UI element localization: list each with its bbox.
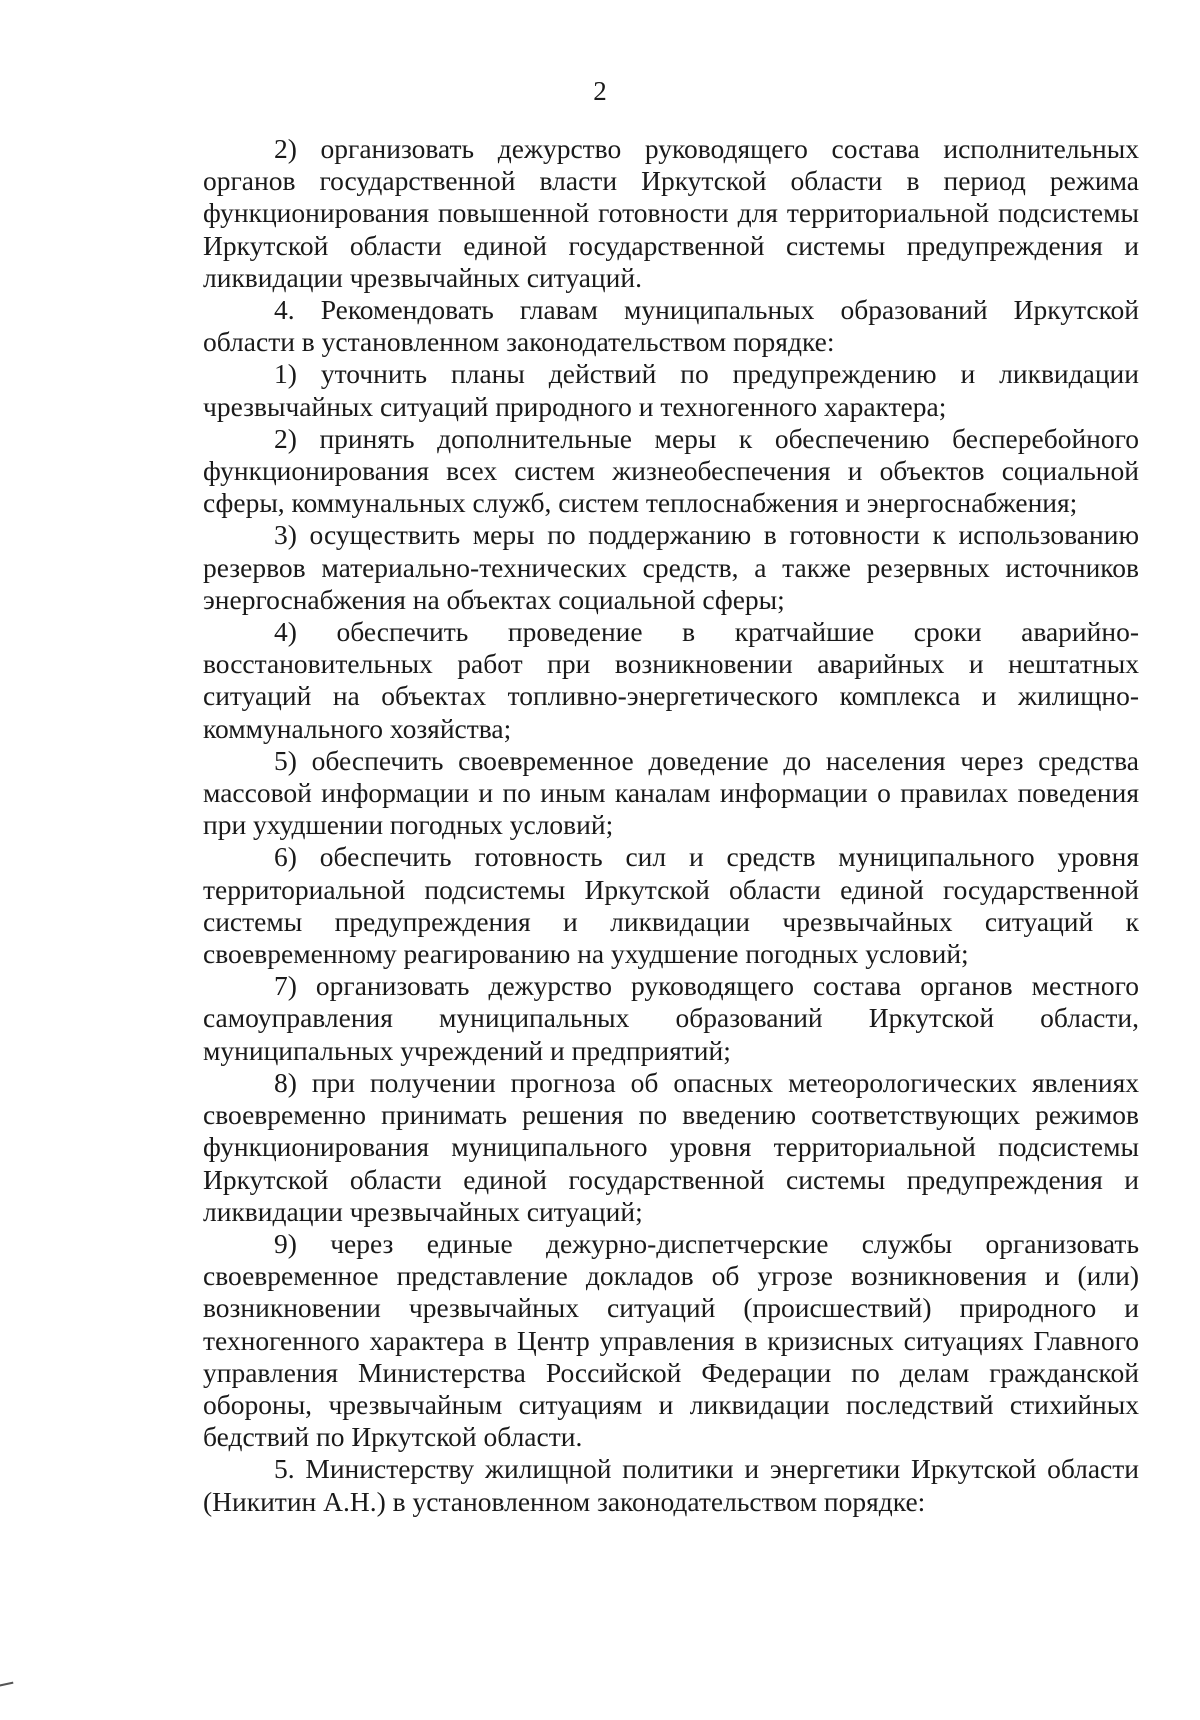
paragraph-4-3: 3) осуществить меры по поддержанию в готовности к использованию резервов материально-технических средств, а также резервных источников энергоснабжения на объектах социальной сферы; <box>203 519 1139 615</box>
paragraph-4-4: 4) обеспечить проведение в кратчайшие сроки аварийно-восстановительных работ при возникновении аварийных и нештатных ситуаций на объектах топливно-энергетического комплекса и жилищно-коммунального хозяйства; <box>203 616 1139 744</box>
paragraph-4: 4. Рекомендовать главам муниципальных образований Иркутской области в установленном законодательством порядке: <box>203 294 1139 358</box>
paragraph-4-7: 7) организовать дежурство руководящего состава органов местного самоуправления муниципальных образований Иркутской области, муниципальных учреждений и предприятий; <box>203 970 1139 1066</box>
paragraph-4-2: 2) принять дополнительные меры к обеспечению бесперебойного функционирования всех систем жизнеобеспечения и объектов социальной сферы, коммунальных служб, систем теплоснабжения и энергоснабжения; <box>203 422 1139 519</box>
page-number: 2 <box>593 76 607 106</box>
paragraph-3-2: 2) организовать дежурство руководящего состава исполнительных органов государственной власти Иркутской области в период режима функционирования повышенной готовности для территориальной подсистемы Иркутской области единой государственной системы предупреждения и ликвидации чрезвычайных ситуаций. <box>203 133 1139 293</box>
scan-mark <box>0 1682 15 1693</box>
paragraph-5: 5. Министерству жилищной политики и энергетики Иркутской области (Никитин А.Н.) в установленном законодательством порядке: <box>203 1453 1139 1517</box>
paragraph-4-6: 6) обеспечить готовность сил и средств муниципального уровня территориальной подсистемы Иркутской области единой государственной системы предупреждения и ликвидации чрезвычайных ситуаций к своевременному реагированию на ухудшение погодных условий; <box>203 841 1139 970</box>
paragraph-4-8: 8) при получении прогноза об опасных метеорологических явлениях своевременно принимать решения по введению соответствующих режимов функционирования муниципального уровня территориальной подсистемы Иркутской области единой государственной системы предупреждения и ликвидации чрезвычайных ситуаций; <box>203 1066 1139 1227</box>
paragraph-4-9: 9) через единые дежурно-диспетчерские службы организовать своевременное представление докладов об угрозе возникновения и (или) возникновении чрезвычайных ситуаций (происшествий) природного и техногенного характера в Центр управления в кризисных ситуациях Главного управления Министерства Российской Федерации по делам гражданской обороны, чрезвычайным ситуациям и ликвидации последствий стихийных бедствий по Иркутской области. <box>203 1227 1139 1453</box>
paragraph-4-1: 1) уточнить планы действий по предупреждению и ликвидации чрезвычайных ситуаций природного и техногенного характера; <box>203 358 1139 422</box>
document-body <box>203 133 1139 1518</box>
paragraph-4-5: 5) обеспечить своевременное доведение до населения через средства массовой информации и по иным каналам информации о правилах поведения при ухудшении погодных условий; <box>203 744 1139 841</box>
